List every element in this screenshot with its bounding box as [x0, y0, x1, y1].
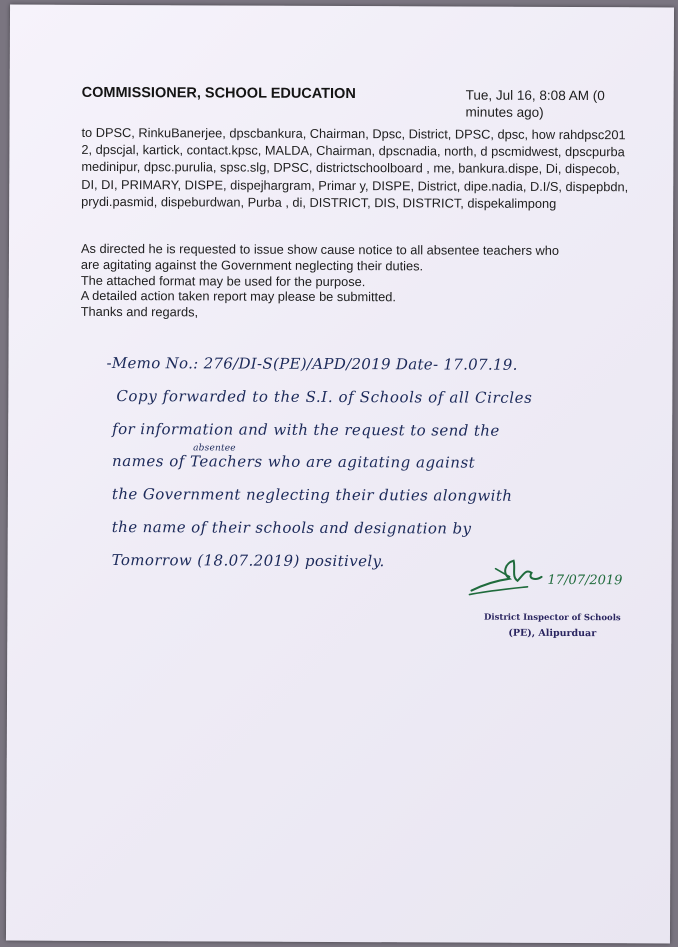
handwritten-line: the Government neglecting their duties alongwith [111, 485, 513, 505]
handwritten-line: names of Teachers who are agitating against [112, 452, 476, 472]
stamp-line: (PE), Alipurduar [508, 627, 597, 640]
signature-date: 17/07/2019 [547, 572, 623, 589]
signature-icon [465, 551, 545, 599]
email-body-line: are agitating against the Government neglecting their duties. [80, 256, 424, 274]
document-page [6, 5, 674, 944]
handwritten-line: Tomorrow (18.07.2019) positively. [111, 551, 385, 571]
email-recipients: to DPSC, RinkuBanerjee, dpscbankura, Chairman, Dpsc, District, DPSC, dpsc, how rahdpsc2012, dpscjal, kartick, contact.kpsc, MALDA, Chairman, dpscnadia, north, d pscmidwest, dpscpurbamedinipur, dpsc.purulia, spsc.slg, DPSC, districtschoolboard , me, bankura.dispe, Di, dispecob, DI, DI, PRIMARY, DISPE, dispejhargram, Primar y, DISPE, District, dipe.nadia, D.I/S, dispepbdn, prydi.pasmid, dispeburdwan, Purba , di, DISTRICT, DIS, DISTRICT, dispekalimpong [81, 124, 629, 211]
email-body-line: As directed he is requested to issue show cause notice to all absentee teachers who [80, 240, 560, 258]
email-body-line: The attached format may be used for the purpose. [80, 272, 366, 289]
handwritten-line: the name of their schools and designation by [111, 518, 472, 538]
email-body [81, 241, 629, 322]
email-sender: COMMISSIONER, SCHOOL EDUCATION [81, 84, 356, 103]
official-stamp [467, 611, 637, 642]
email-body-line: A detailed action taken report may please be submitted. [80, 288, 396, 305]
stamp-line: District Inspector of Schools [483, 612, 621, 624]
handwritten-line: for information and with the request to send the [112, 420, 500, 440]
handwritten-memo-line: -Memo No.: 276/DI-S(PE)/APD/2019 Date- 17.07.19. [106, 353, 518, 374]
email-body-line: Thanks and regards, [80, 304, 199, 320]
email-timestamp: Tue, Jul 16, 8:08 AM (0 minutes ago) [465, 87, 605, 120]
handwritten-insertion: absentee [193, 443, 236, 454]
handwritten-line: Copy forwarded to the S.I. of Schools of all Circles [116, 387, 533, 407]
